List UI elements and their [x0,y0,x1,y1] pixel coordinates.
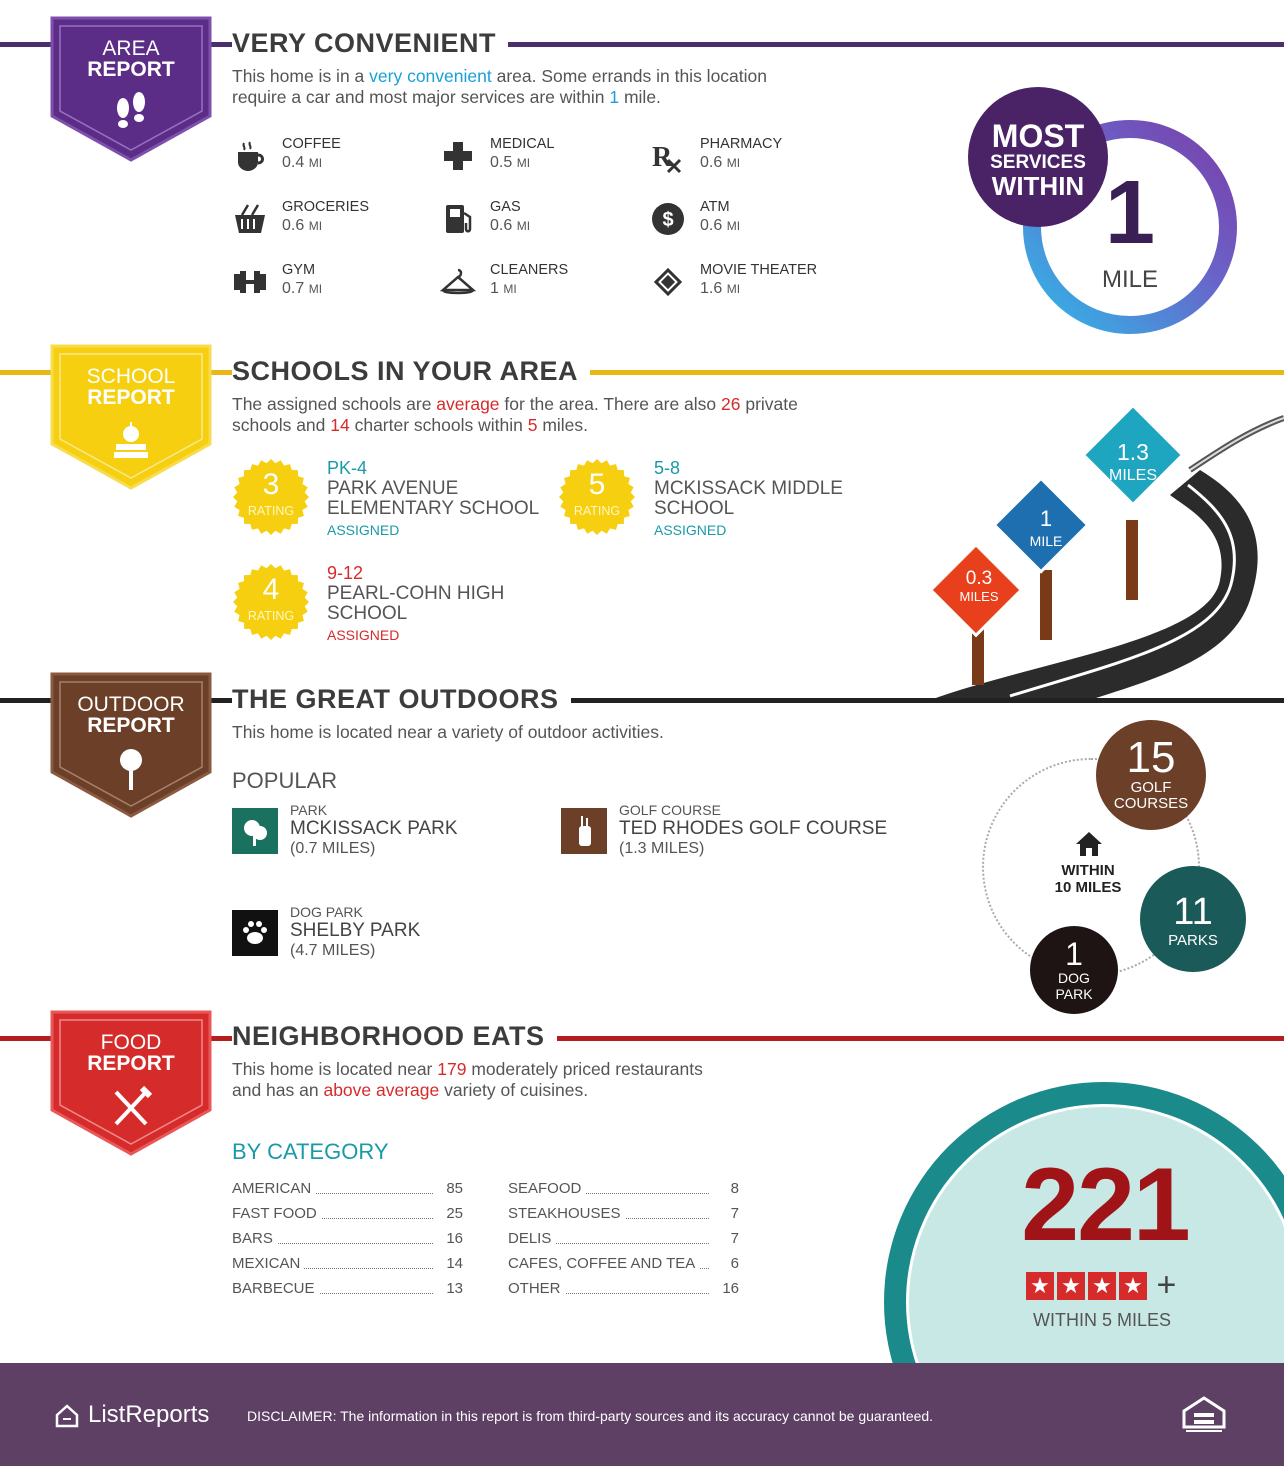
rx-icon [650,138,686,174]
category-row [508,1255,739,1275]
category-row [508,1230,739,1250]
category-name: CAFES, COFFEE AND TEA [508,1255,699,1272]
gas-pump-icon [440,201,476,237]
amenity-item [650,262,850,302]
category-name: BARS [232,1230,277,1247]
grocery-basket-icon [232,201,268,237]
amenity-distance: 0.4 MI [282,154,323,171]
svg-text:R: R [652,142,673,173]
category-name: SEAFOOD [508,1180,585,1197]
amenity-label: PHARMACY [700,136,783,152]
popular-heading: POPULAR [232,768,338,793]
services-badge-text: MOST SERVICES WITHIN [990,118,1086,201]
disclaimer: DISCLAIMER: The information in this report is from third-party sources and its accuracy cannot be guaranteed. [247,1408,934,1424]
category-row [508,1205,739,1225]
amenity-distance: 1 MI [490,280,517,297]
category-name: DELIS [508,1230,555,1247]
stars-plus: + [1156,1266,1177,1304]
category-count: 85 [446,1180,463,1197]
category-row [232,1205,463,1225]
apple-books-icon [106,416,156,466]
category-row [232,1280,463,1300]
svg-text:$: $ [662,209,674,231]
category-count: 13 [446,1280,463,1297]
amenity-item [232,262,432,302]
sign-1-mile: 1 MILE [1029,506,1063,549]
star-rating [1026,1266,1177,1304]
amenity-item [650,136,850,176]
category-row [232,1230,463,1250]
amenity-item [440,262,640,302]
outdoor-report-badge: OUTDOOR REPORT [50,672,212,818]
category-count: 6 [730,1255,739,1272]
category-count: 16 [446,1230,463,1247]
equal-housing-icon [1180,1395,1228,1437]
sign-0-3-miles: 0.3 MILES [959,568,999,604]
by-category-heading: BY CATEGORY [232,1139,389,1164]
amenity-label: GAS [490,199,521,215]
amenity-distance: 0.6 MI [490,217,531,234]
amenity-label: GYM [282,262,316,278]
school-entry: 5-8 MCKISSACK MIDDLE SCHOOL ASSIGNED [654,458,843,538]
amenity-label: MEDICAL [490,136,555,152]
amenity-item [440,199,640,239]
amenity-item [440,136,640,176]
school-title: SCHOOLS IN YOUR AREA [232,356,590,387]
food-title: NEIGHBORHOOD EATS [232,1021,557,1052]
area-title: VERY CONVENIENT [232,28,508,59]
school-entry: 9-12 PEARL-COHN HIGH SCHOOL ASSIGNED [327,563,505,643]
amenity-distance: 0.5 MI [490,154,531,171]
category-row [232,1180,463,1200]
category-name: MEXICAN [232,1255,304,1272]
category-row [508,1180,739,1200]
category-row [232,1255,463,1275]
listreports-brand[interactable]: ListReports [88,1401,210,1428]
category-name: FAST FOOD [232,1205,321,1222]
amenity-item [232,136,432,176]
ticket-icon [650,264,686,300]
amenity-distance: 1.6 MI [700,280,741,297]
school-rating-seal: 4 RATING [232,563,310,641]
outdoor-intro: This home is located near a variety of outdoor activities. [232,722,664,742]
dog-park-count-bubble: 1 DOG PARK [1030,926,1118,1014]
star-icon: ★ [1119,1272,1147,1300]
category-count: 16 [722,1280,739,1297]
school-entry: PK-4 PARK AVENUE ELEMENTARY SCHOOL ASSIGNED [327,458,540,538]
parks-count-bubble: 11 PARKS [1140,866,1246,972]
category-count: 8 [730,1180,739,1197]
category-count: 14 [446,1255,463,1272]
golf-count-bubble: 15 GOLF COURSES [1096,720,1206,830]
amenity-distance: 0.7 MI [282,280,323,297]
sign-1-3-miles: 1.3 MILES [1108,439,1157,484]
category-count: 25 [446,1205,463,1222]
fork-knife-icon [106,1082,156,1132]
amenity-distance: 0.6 MI [700,217,741,234]
amenity-label: ATM [700,199,730,215]
star-icon: ★ [1088,1272,1116,1300]
dollar-icon [650,201,686,237]
outdoor-title: THE GREAT OUTDOORS [232,684,571,715]
restaurants-within: WITHIN 5 MILES [1032,1310,1171,1330]
coffee-icon [232,138,268,174]
hanger-icon [440,264,476,300]
school-report-badge: SCHOOL REPORT [50,344,212,490]
school-rating-seal: 3 RATING [232,458,310,536]
amenity-item [232,199,432,239]
category-name: STEAKHOUSES [508,1205,625,1222]
amenity-item [650,199,850,239]
food-intro: This home is located near 179 moderately priced restaurants and has an above average variety of cuisines. [232,1059,703,1100]
area-report-badge: AREA REPORT [50,16,212,162]
star-icon: ★ [1057,1272,1085,1300]
area-intro: This home is in a very convenient area. Some errands in this location require a car and most major services are within 1 mile. [232,66,768,107]
golf-bag-icon [561,808,607,854]
dumbbell-icon [232,264,268,300]
category-row [508,1280,739,1300]
amenity-label: MOVIE THEATER [700,262,818,278]
category-count: 7 [730,1205,739,1222]
footprints-icon [106,88,156,138]
amenity-label: CLEANERS [490,262,569,278]
category-count: 7 [730,1230,739,1247]
category-name: BARBECUE [232,1280,319,1297]
tree-icon [106,744,156,794]
within-label: WITHIN 10 MILES [1054,862,1122,896]
amenity-distance: 0.6 MI [282,217,323,234]
category-name: OTHER [508,1280,565,1297]
paw-icon [232,910,278,956]
category-name: AMERICAN [232,1180,315,1197]
amenity-label: COFFEE [282,136,341,152]
house-icon [1074,830,1104,858]
listreports-logo-icon [54,1403,80,1429]
amenity-distance: 0.6 MI [700,154,741,171]
school-rating-seal: 5 RATING [558,458,636,536]
food-report-badge: FOOD REPORT [50,1010,212,1156]
school-intro: The assigned schools are average for the area. There are also 26 private schools and 14 charter schools within 5 miles. [232,394,798,435]
park-icon [232,808,278,854]
services-ring-unit: MILE [1101,266,1158,293]
amenity-label: GROCERIES [282,199,370,215]
restaurants-total: 221 [1021,1147,1189,1263]
star-icon: ★ [1026,1272,1054,1300]
services-ring-number: 1 [1104,163,1156,263]
medical-cross-icon [440,138,476,174]
